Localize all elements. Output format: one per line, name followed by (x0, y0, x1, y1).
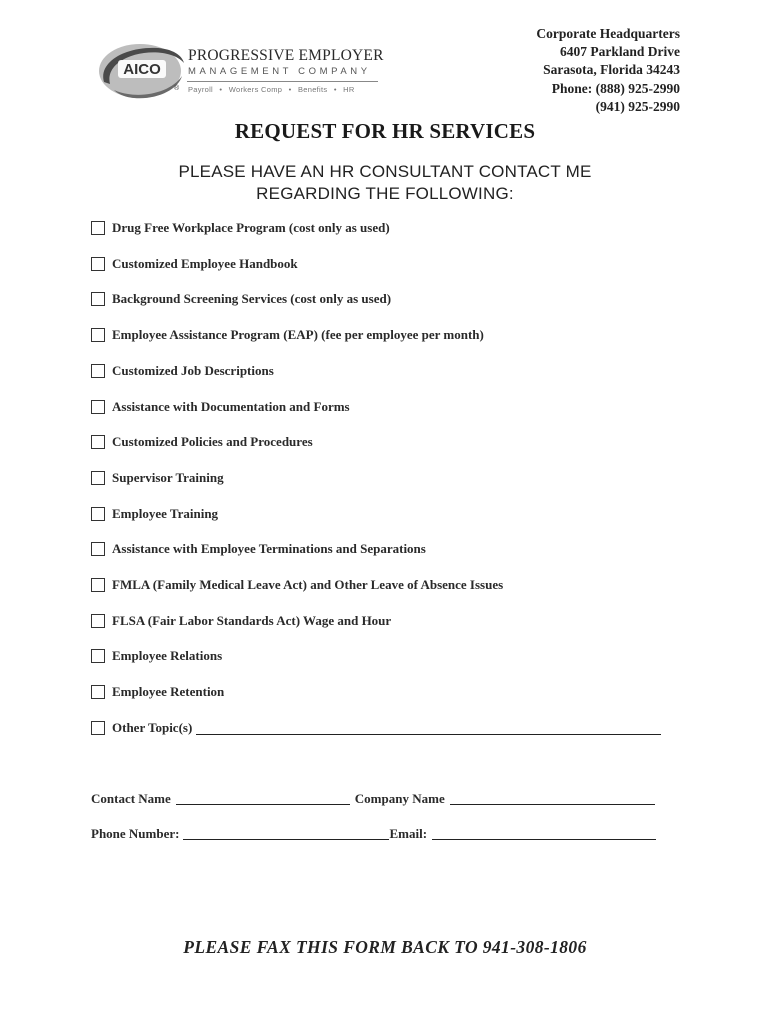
option-label: FLSA (Fair Labor Standards Act) Wage and Hour (112, 612, 392, 628)
checkbox[interactable] (91, 721, 105, 735)
svg-text:AICO: AICO (123, 61, 161, 78)
form-subtitle (0, 161, 770, 205)
option-employee-relations (91, 646, 222, 666)
tagline-item: Workers Comp (228, 85, 283, 94)
option-other-topics (91, 718, 661, 738)
option-policies-procedures (91, 432, 313, 452)
option-label: Employee Retention (112, 684, 225, 700)
checkbox[interactable] (91, 400, 105, 414)
option-label: Employee Relations (112, 648, 223, 664)
email-label: Email: (389, 826, 428, 841)
contact-name-field[interactable] (176, 804, 350, 805)
company-logo-mark (96, 40, 188, 102)
option-terminations (91, 539, 426, 559)
option-drug-free-workplace (91, 218, 390, 238)
email-field[interactable] (432, 839, 656, 840)
checkbox[interactable] (91, 614, 105, 628)
tagline-bullet: • (219, 85, 223, 94)
logo-company-subtitle: MANAGEMENT COMPANY (188, 66, 371, 77)
address-line: Sarasota, Florida 34243 (543, 62, 680, 78)
option-label: Customized Policies and Procedures (112, 434, 313, 450)
checkbox[interactable] (91, 364, 105, 378)
address-line: 6407 Parkland Drive (560, 44, 680, 60)
phone-number-field[interactable] (183, 839, 389, 840)
option-label: Other Topic(s) (112, 719, 193, 735)
option-employee-handbook (91, 254, 298, 274)
tagline-item: Payroll (188, 85, 214, 94)
option-label: Employee Training (112, 505, 219, 521)
checkbox[interactable] (91, 542, 105, 556)
checkbox[interactable] (91, 649, 105, 663)
option-background-screening (91, 289, 391, 309)
option-label: Supervisor Training (112, 469, 224, 485)
phone-email-row (91, 826, 656, 842)
checkbox[interactable] (91, 221, 105, 235)
option-flsa (91, 611, 391, 631)
contact-name-label: Contact Name (91, 791, 171, 806)
logo-company-name: PROGRESSIVE EMPLOYER (188, 47, 384, 64)
option-label: Assistance with Employee Terminations and Separations (112, 541, 426, 557)
registered-mark: ® (174, 85, 180, 92)
option-label: FMLA (Family Medical Leave Act) and Other Leave of Absence Issues (112, 577, 504, 592)
tagline-bullet: • (288, 85, 292, 94)
option-documentation-forms (91, 397, 350, 417)
company-name-field[interactable] (450, 804, 655, 805)
company-logo (96, 40, 396, 102)
company-name-label: Company Name (354, 791, 445, 806)
checkbox[interactable] (91, 685, 105, 699)
option-employee-retention (91, 682, 224, 702)
checkbox[interactable] (91, 435, 105, 449)
address-phone: Phone: (888) 925-2990 (551, 80, 680, 96)
headquarters-address (536, 25, 680, 116)
phone-number-label: Phone Number: (91, 826, 180, 841)
address-phone: (941) 925-2990 (595, 98, 680, 114)
option-supervisor-training (91, 468, 224, 488)
checkbox[interactable] (91, 257, 105, 271)
other-topics-field[interactable] (196, 734, 661, 735)
tagline-item: HR (343, 85, 355, 94)
option-eap (91, 325, 484, 345)
checkbox[interactable] (91, 507, 105, 521)
subtitle-line: REGARDING THE FOLLOWING: (256, 184, 514, 203)
option-label: Assistance with Documentation and Forms (112, 398, 350, 414)
option-fmla (91, 575, 503, 595)
option-label: Background Screening Services (cost only as used) (112, 291, 392, 307)
fax-instructions: PLEASE FAX THIS FORM BACK TO 941-308-1806 (183, 937, 587, 957)
address-line: Corporate Headquarters (536, 26, 680, 41)
contact-row (91, 791, 655, 807)
tagline-bullet: • (333, 85, 337, 94)
checkbox[interactable] (91, 471, 105, 485)
option-label: Employee Assistance Program (EAP) (fee per employee per month) (112, 327, 484, 343)
option-employee-training (91, 504, 218, 524)
option-label: Customized Job Descriptions (112, 362, 274, 378)
tagline-item: Benefits (297, 85, 328, 94)
form-title: REQUEST FOR HR SERVICES (234, 119, 536, 143)
checkbox[interactable] (91, 578, 105, 592)
logo-divider (187, 81, 378, 82)
logo-tagline (188, 85, 359, 94)
checkbox[interactable] (91, 328, 105, 342)
option-job-descriptions (91, 361, 274, 381)
option-label: Drug Free Workplace Program (cost only as used) (112, 220, 390, 235)
checkbox[interactable] (91, 292, 105, 306)
option-label: Customized Employee Handbook (112, 255, 298, 271)
subtitle-line: PLEASE HAVE AN HR CONSULTANT CONTACT ME (178, 162, 592, 181)
